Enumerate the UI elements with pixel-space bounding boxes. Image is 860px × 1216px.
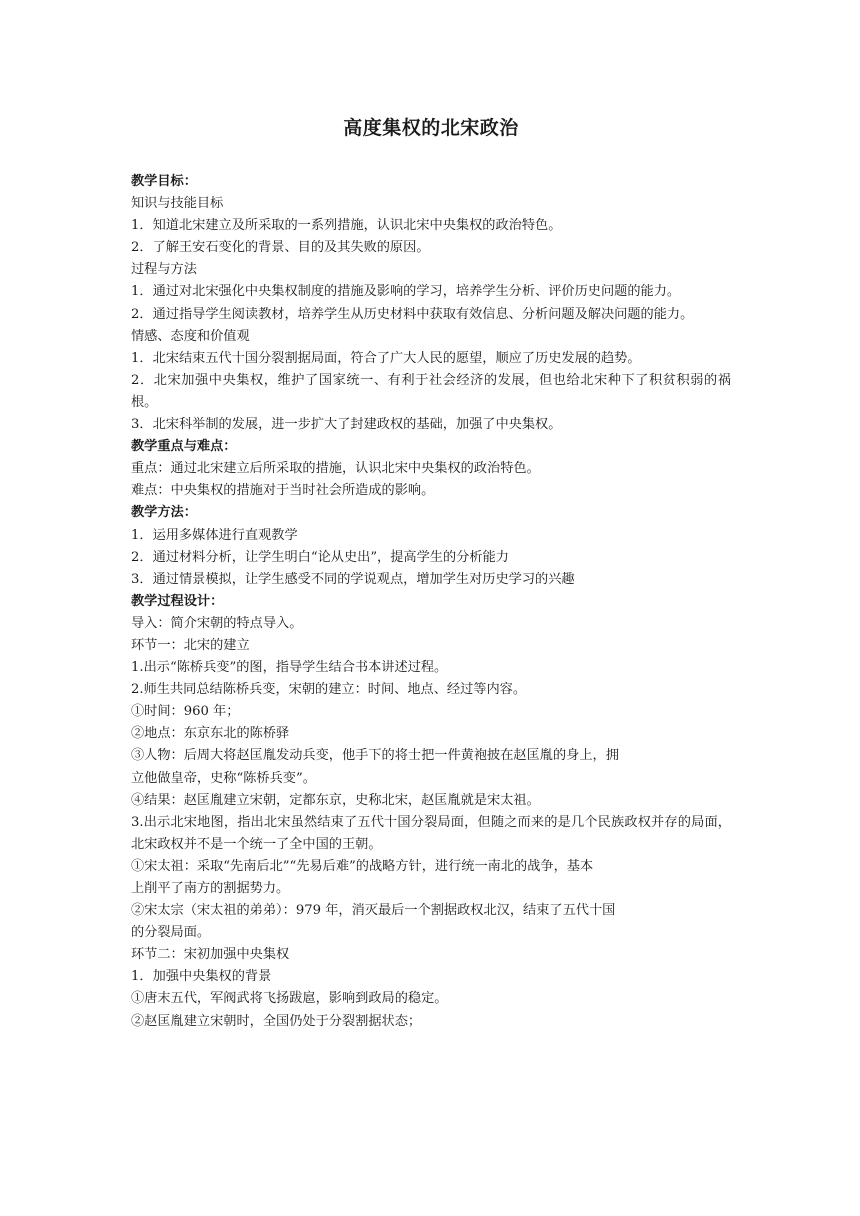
text-line: ①时间：960 年； xyxy=(131,704,240,720)
text-line: 3．北宋科举制的发展，进一步扩大了封建政权的基础，加强了中央集权。 xyxy=(131,417,562,433)
document-page xyxy=(131,112,731,1033)
section-heading: 教学重点与难点： xyxy=(131,439,237,455)
document-body xyxy=(131,171,731,1033)
text-line: 过程与方法 xyxy=(131,262,197,278)
text-line: 1．运用多媒体进行直观教学 xyxy=(131,527,298,543)
text-line: 导入：简介宋朝的特点导入。 xyxy=(131,615,303,631)
text-line: 1．加强中央集权的背景 xyxy=(131,969,272,985)
text-line: 环节二：宋初加强中央集权 xyxy=(131,947,290,963)
text-line: 重点：通过北宋建立后所采取的措施，认识北宋中央集权的政治特色。 xyxy=(131,461,540,477)
text-line: 的分裂局面。 xyxy=(131,925,211,941)
text-line: 知识与技能目标 xyxy=(131,196,224,212)
text-line: 上削平了南方的割据势力。 xyxy=(131,881,290,896)
document-title: 高度集权的北宋政治 xyxy=(343,117,519,139)
text-line: 1.出示“陈桥兵变”的图，指导学生结合书本讲述过程。 xyxy=(131,660,448,676)
section-heading: 教学过程设计： xyxy=(131,593,224,609)
text-line: 3.出示北宋地图，指出北宋虽然结束了五代十国分裂局面，但随之而来的是几个民族政权并存的局面，北宋政权并不是一个统一了全中国的王朝。 xyxy=(131,814,731,852)
text-line: ②赵匡胤建立宋朝时，全国仍处于分裂割据状态； xyxy=(131,1013,422,1029)
text-line: 3．通过情景模拟，让学生感受不同的学说观点，增加学生对历史学习的兴趣 xyxy=(131,571,575,587)
section-heading: 教学目标： xyxy=(131,174,197,189)
text-line: 1．北宋结束五代十国分裂割据局面，符合了广大人民的愿望，顺应了历史发展的趋势。 xyxy=(131,350,641,366)
text-line: 2．北宋加强中央集权，维护了国家统一、有利于社会经济的发展，但也给北宋种下了积贫积弱的祸根。 xyxy=(131,372,731,410)
text-line: 1．通过对北宋强化中央集权制度的措施及影响的学习，培养学生分析、评价历史问题的能力。 xyxy=(131,284,681,300)
text-line: 情感、态度和价值观 xyxy=(131,328,250,344)
text-line: ②地点：东京东北的陈桥驿 xyxy=(131,726,290,742)
text-line: 难点：中央集权的措施对于当时社会所造成的影响。 xyxy=(131,483,435,499)
text-line: 立他做皇帝，史称“陈桥兵变”。 xyxy=(131,770,316,786)
text-line: ③人物：后周大将赵匡胤发动兵变，他手下的将士把一件黄袍披在赵匡胤的身上，拥 xyxy=(131,748,619,764)
section-heading: 教学方法： xyxy=(131,505,197,521)
text-line: ①宋太祖：采取“先南后北”“先易后难”的战略方针，进行统一南北的战争，基本 xyxy=(131,858,594,874)
text-line: ①唐末五代，军阀武将飞扬跋扈，影响到政局的稳定。 xyxy=(131,991,448,1007)
text-line: ②宋太宗（宋太祖的弟弟）：979 年，消灭最后一个割据政权北汉，结束了五代十国 xyxy=(131,903,616,919)
text-line: 2.师生共同总结陈桥兵变，宋朝的建立：时间、地点、经过等内容。 xyxy=(131,682,527,698)
text-line: 2．了解王安石变化的背景、目的及其失败的原因。 xyxy=(131,240,430,256)
text-line: 环节一：北宋的建立 xyxy=(131,637,250,653)
text-line: 1．知道北宋建立及所采取的一系列措施，认识北宋中央集权的政治特色。 xyxy=(131,218,562,234)
text-line: ④结果：赵匡胤建立宋朝，定都东京，史称北宋，赵匡胤就是宋太祖。 xyxy=(131,792,540,808)
text-line: 2．通过指导学生阅读教材，培养学生从历史材料中获取有效信息、分析问题及解决问题的能力。 xyxy=(131,306,694,322)
text-line: 2．通过材料分析，让学生明白“论从史出”，提高学生的分析能力 xyxy=(131,549,509,565)
